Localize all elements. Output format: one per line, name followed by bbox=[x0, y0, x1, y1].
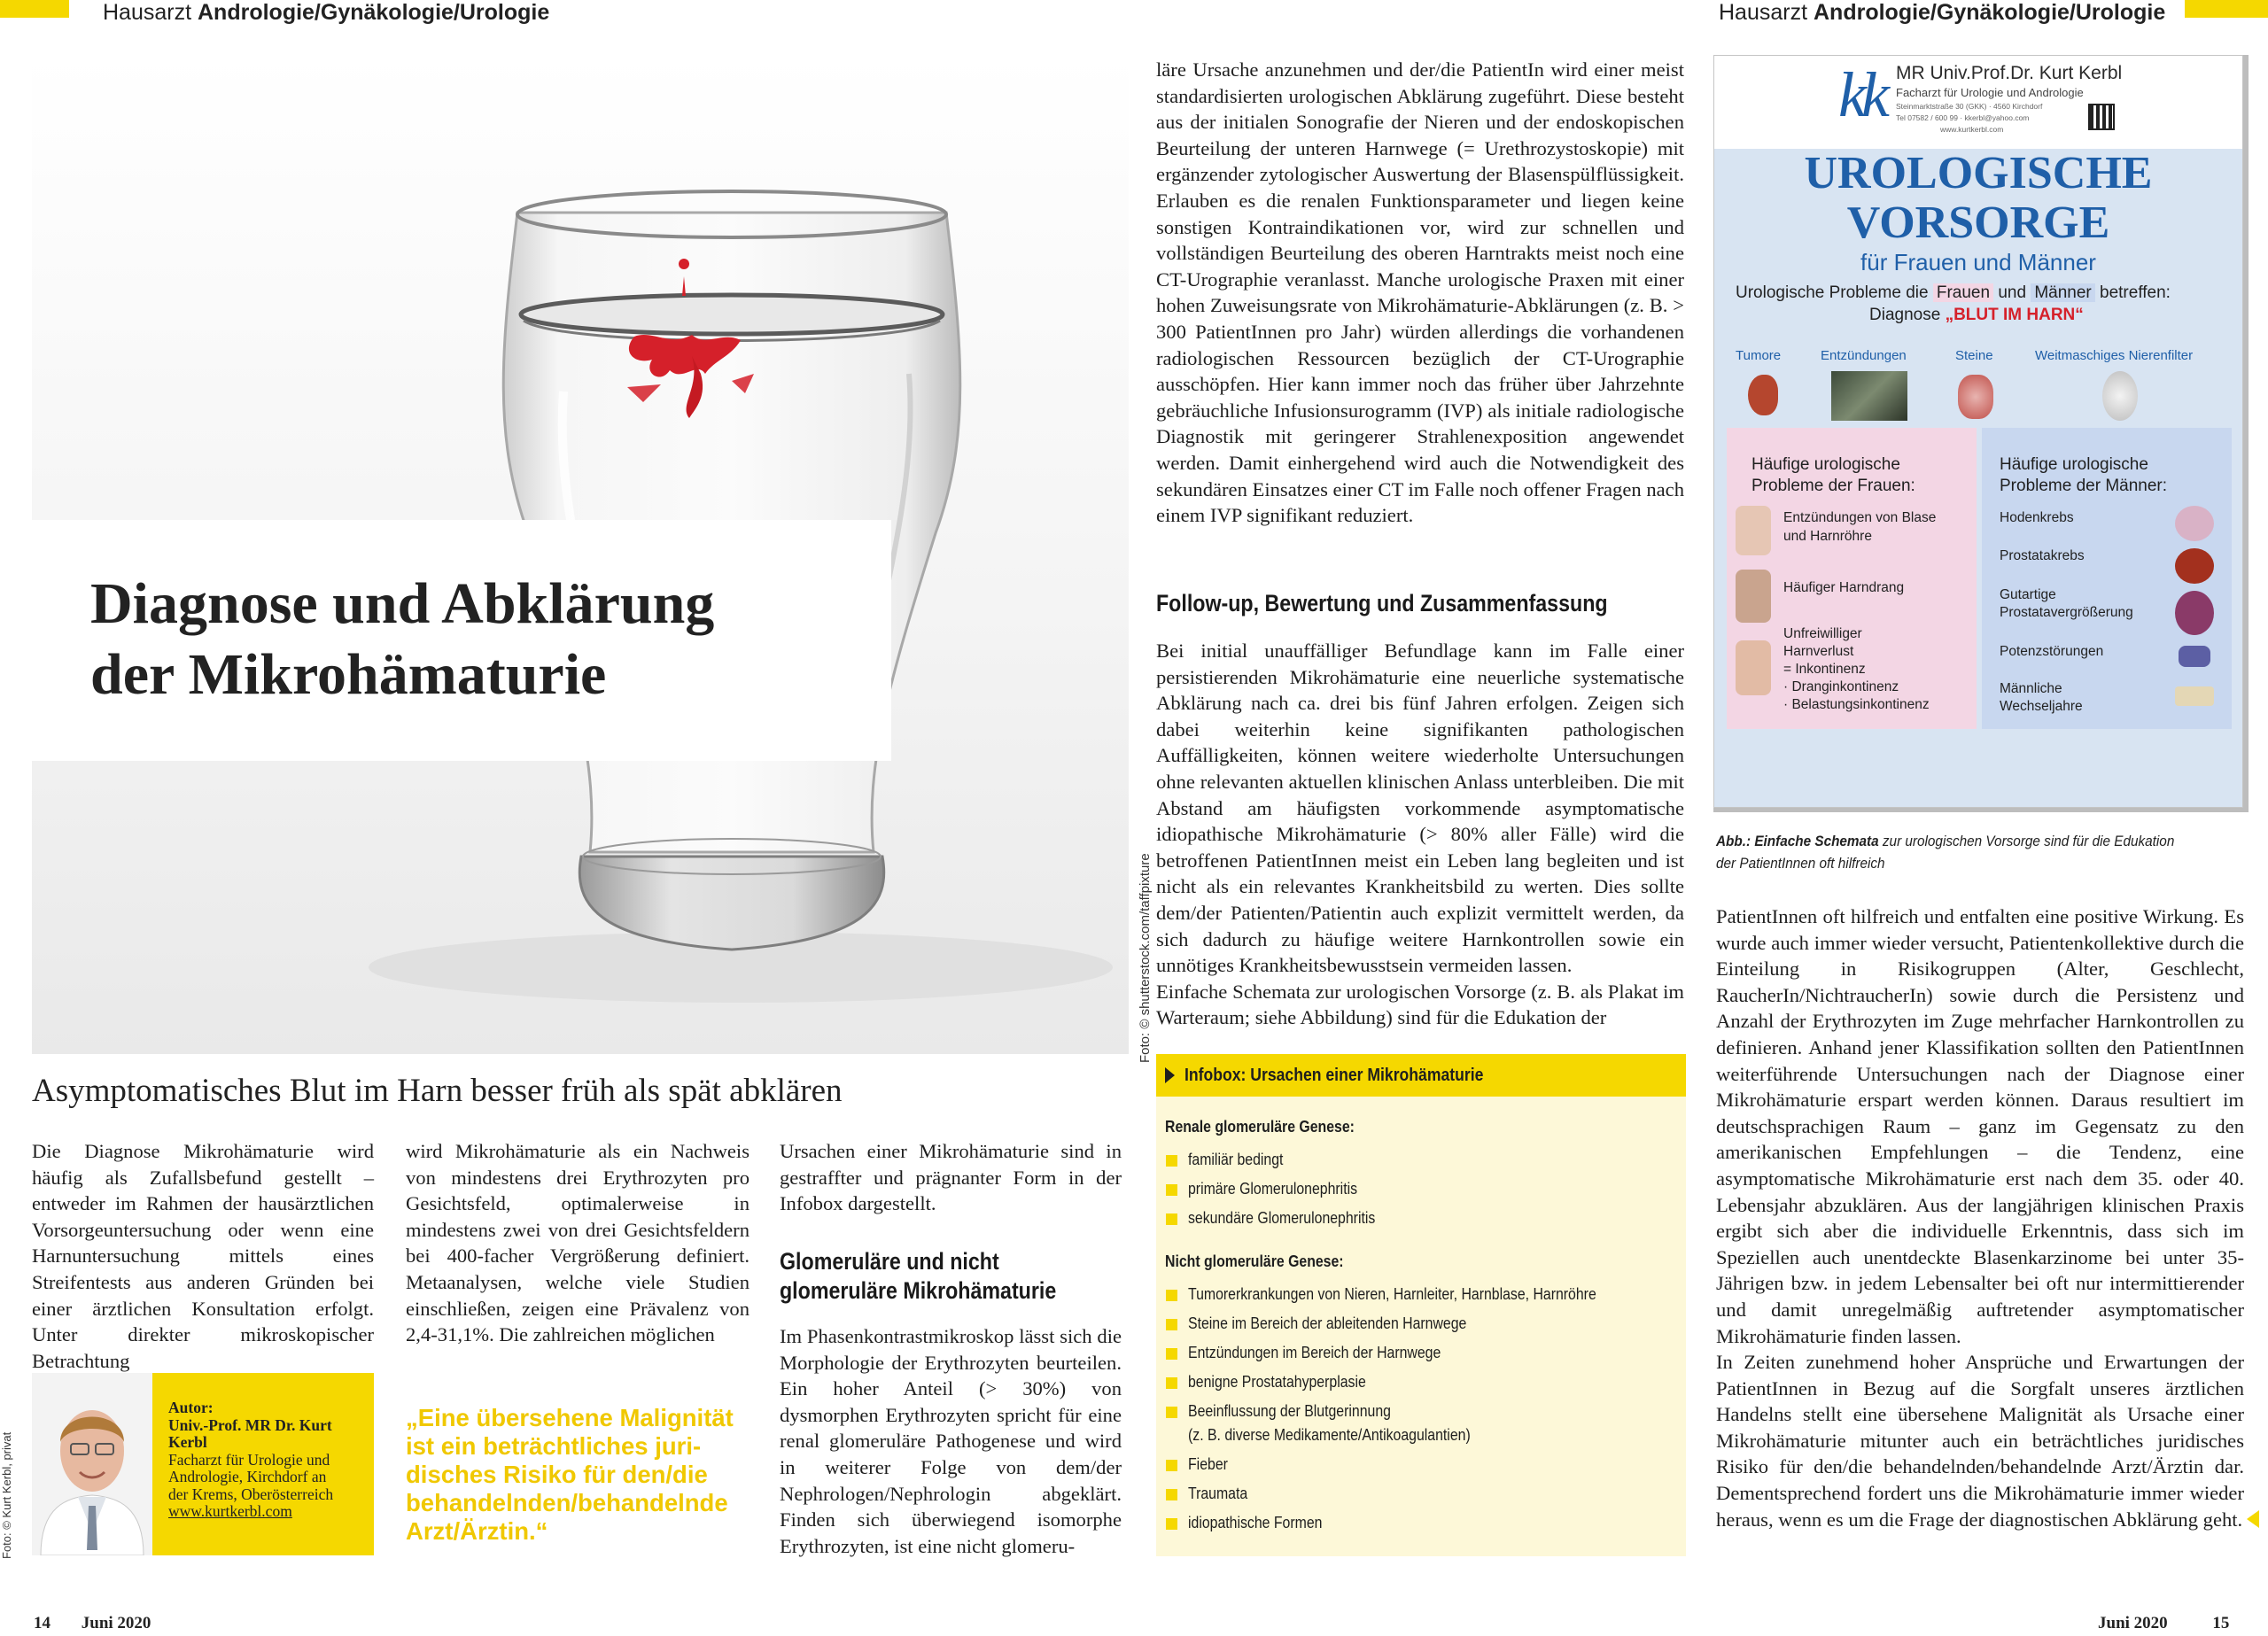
poster-doctor-title: Facharzt für Urologie und Andrologie bbox=[1896, 86, 2084, 99]
header-right-accent bbox=[2185, 0, 2268, 18]
column-1-text: Die Diagnose Mikrohämaturie wird häufig als Zufallsbefund gestellt – entweder im Rahmen der hausärztlichen Vorsorgeuntersuchung oder wenn eine Harnuntersuchung mittels eines Streifentests aus anderen Gründen bei einer ärztlichen Konsultation erfolgt. Unter direkter mikroskopischer Betrachtung bbox=[32, 1140, 374, 1372]
poster-diagnosis-value: „BLUT IM HARN“ bbox=[1945, 306, 2084, 324]
header-right-section: Andrologie/Gynäkologie/Urologie bbox=[1814, 0, 2166, 25]
bullet bbox=[1166, 1518, 1177, 1530]
header-left-prefix: Hausarzt bbox=[103, 0, 192, 25]
poster-men-image-3 bbox=[2175, 591, 2214, 635]
poster-address-2: Tel 07582 / 600 99 · kkerbl@yahoo.com bbox=[1896, 113, 2030, 122]
glomerular-heading bbox=[780, 1247, 1056, 1306]
poster-women-item: Häufiger Harndrang bbox=[1783, 580, 1905, 595]
quote-line-3: disches Risiko für den/die bbox=[406, 1461, 708, 1488]
non-glomerular-item: Fieber bbox=[1188, 1455, 1228, 1473]
poster-women-heading-line-1: Häufige urologische bbox=[1751, 455, 1900, 474]
caption-line-2: der PatientInnen oft hilfreich bbox=[1716, 855, 1885, 872]
poster-category: Tumore bbox=[1736, 348, 1782, 363]
header-right-prefix: Hausarzt bbox=[1719, 0, 1808, 25]
non-glomerular-item: Entzündungen im Bereich der Harnwege bbox=[1188, 1344, 1441, 1361]
title-box bbox=[32, 520, 891, 761]
poster-men-image-5 bbox=[2175, 686, 2214, 706]
poster-men-image-1 bbox=[2175, 506, 2214, 541]
poster-problems-line bbox=[1736, 283, 2171, 303]
author-photo bbox=[32, 1373, 152, 1555]
author-line-2: Andrologie, Kirchdorf an bbox=[168, 1468, 327, 1485]
column-3-intro-text: Ursachen einer Mikrohämaturie sind in gestraffter und prägnanter Form in der Infobox dargestellt. bbox=[780, 1140, 1122, 1215]
bullet bbox=[1166, 1155, 1177, 1167]
article-subtitle: Asymptomatisches Blut im Harn besser früh als spät abklären bbox=[32, 1073, 843, 1109]
bullet bbox=[1166, 1319, 1177, 1330]
poster-qr-icon bbox=[2090, 105, 2113, 128]
column-3-text: Im Phasenkontrastmikroskop lässt sich die Morphologie der Erythrozyten beurteilen. Ein hoher Anteil (> 30%) von dysmorphen Erythrozyten spricht für eine renal glomeruläre Pathogenese und wird in weiterer Folge von dem/der Nephrologen/Nephrologin abgeklärt. Finden sich überwiegend isomorphe Erythrozyten, ist eine nicht glomeru- bbox=[780, 1325, 1122, 1557]
poster-kidney-icon bbox=[1748, 375, 1778, 415]
poster-women-item: und Harnröhre bbox=[1783, 529, 1872, 544]
poster-headline-line-2: VORSORGE bbox=[1846, 198, 2110, 248]
quote-line-5: Arzt/Ärztin.“ bbox=[406, 1517, 548, 1545]
poster-men-item: Prostatavergrößerung bbox=[2000, 605, 2133, 620]
poster-stone-icon bbox=[1958, 375, 1993, 419]
poster-men-item: Prostatakrebs bbox=[2000, 548, 2085, 563]
poster-category: Steine bbox=[1955, 348, 1993, 363]
body-column-4-followup bbox=[1156, 638, 1684, 1031]
poster-men-item: Hodenkrebs bbox=[2000, 510, 2074, 525]
poster-address-1: Steinmarktstraße 30 (GKK) · 4560 Kirchdorf bbox=[1896, 102, 2043, 111]
renal-heading: Renale glomeruläre Genese: bbox=[1165, 1118, 1355, 1136]
poster-men-item: Männliche bbox=[2000, 681, 2062, 696]
author-website-link[interactable]: www.kurtkerbl.com bbox=[168, 1502, 292, 1520]
poster-diagnosis-prefix: Diagnose bbox=[1869, 306, 1941, 324]
body-column-3-intro bbox=[780, 1138, 1122, 1217]
poster-headline-line-1: UROLOGISCHE bbox=[1804, 148, 2153, 198]
poster-category: Weitmaschiges Nierenfilter bbox=[2035, 348, 2194, 363]
poster-women-item: · Dranginkontinenz bbox=[1783, 679, 1899, 694]
poster-address-3: www.kurtkerbl.com bbox=[1940, 125, 2004, 134]
column-5-paragraph-2: In Zeiten zunehmend hoher Ansprüche und Erwartungen der PatientInnen in Bezug auf die Sorgfalt unseres ärztlichen Handelns stellt eine übersehene Malignität als Ursache einer Mikrohämaturie mitunter auch ein beträchtliches juridisches Risiko für den/die behandelnden/behandelnde Arzt/Ärztin dar. Dementsprechend fordert uns die Mikrohämaturie immer wieder heraus, wenn es um die Frage der diagnostischen Abklärung geht. bbox=[1716, 1351, 2244, 1531]
non-glomerular-item-note: (z. B. diverse Medikamente/Antikoagulantien) bbox=[1188, 1426, 1471, 1444]
poster-men-image-4 bbox=[2179, 646, 2210, 667]
poster-filter-icon bbox=[2102, 371, 2138, 421]
non-glomerular-heading: Nicht glomeruläre Genese: bbox=[1165, 1252, 1344, 1270]
header-left bbox=[103, 0, 549, 26]
author-line-3: der Krems, Oberösterreich bbox=[168, 1485, 334, 1503]
poster-men-heading bbox=[2000, 454, 2167, 497]
non-glomerular-item: Traumata bbox=[1188, 1485, 1248, 1502]
page-number-right: 15 bbox=[2212, 1614, 2230, 1632]
column-4-text: läre Ursache anzunehmen und der/die PatientIn wird einer meist standardisierten urologischen Abklärung zugeführt. Diese besteht aus der initialen Sonografie der Nieren und der endoskopischen Beurteilung der unteren Harnwege (= Urethrozystoskopie) mit ergänzender zytologischer Auswertung der Blasenspülflüssigkeit. Erlauben es die renalen Funktionsparameter und liegen keine sonstigen Kontraindikationen vor, wird zur schnellen und vollständigen Beurteilung des oberen Harntrakts meist noch eine CT-Urographie veranlasst. Manche urologische Praxen mit einer hohen Zuweisungsrate von Mikrohämaturie-Abklärungen (z. B. > 300 PatientInnen pro Jahr) würden allerdings die vorhandenen radiologischen Ressourcen bezüglich der CT-Urographie ausschöpfen. Hier kann immer noch das früher über Jahrzehnte gebräuchliche Infusionsurogramm (IVP) als initiale radiologische Diagnostik mit geringerer Strahlenexposition angewendet werden. Damit einhergehend wird auch die Notwendigkeit des sekundären Einsatzes einer CT im Falle noch offener Fragen nach einem IVP signifikant reduziert. bbox=[1156, 58, 1684, 527]
poster-women-item: · Belastungsinkontinenz bbox=[1783, 697, 1930, 712]
non-glomerular-item: Beeinflussung der Blutgerinnung bbox=[1188, 1402, 1391, 1420]
poster-men-item: Wechseljahre bbox=[2000, 699, 2083, 714]
body-column-3 bbox=[780, 1323, 1122, 1559]
column-2-text: wird Mikrohämaturie als ein Nachweis von mindestens drei Erythrozyten pro Gesichtsfeld, optimalerweise in mindestens zwei von drei Gesichtsfeldern bei 400-facher Vergrößerung definiert. Metaanalysen, welche viele Studien einschließen, zeigen eine Prävalenz von 2,4-31,1%. Die zahlreichen möglichen bbox=[406, 1140, 750, 1346]
quote-line-2: ist ein beträchtliches juri- bbox=[406, 1432, 702, 1460]
footer-date-right: Juni 2020 bbox=[2098, 1614, 2168, 1632]
header-right bbox=[1719, 0, 2165, 26]
schemata-text: Einfache Schemata zur urologischen Vorsorge (z. B. als Plakat im Warteraum; siehe Abbildung) sind für die Edukation der bbox=[1156, 980, 1684, 1029]
bullet bbox=[1166, 1213, 1177, 1225]
renal-item: familiär bedingt bbox=[1188, 1151, 1284, 1168]
poster-bottom-band bbox=[1714, 736, 2242, 807]
author-credit-strip bbox=[0, 1382, 21, 1559]
poster-women-image-1 bbox=[1736, 506, 1771, 555]
header-left-accent bbox=[0, 0, 69, 18]
bullet bbox=[1166, 1348, 1177, 1360]
page-number-left: 14 bbox=[34, 1614, 50, 1632]
poster-problems-suffix: betreffen: bbox=[2100, 283, 2171, 302]
poster-subheadline: für Frauen und Männer bbox=[1860, 249, 2096, 275]
followup-text: Bei initial unauffälliger Befundlage kann im Falle einer persistierenden Mikrohämaturie eine neuerliche systematische Abklärung nach ca. drei bis fünf Jahren erfolgen. Zeigen sich dabei weiterhin keine signifikanten pathologischen Auffälligkeiten, können weitere wiederholte Untersuchungen ohne relevanten aktuellen klinischen Anlass unterbleiben. Die mit Abstand am häufigsten vorkommende asymptomatische idiopathische Mikrohämaturie (> 80% aller Fälle) wird die betroffenen PatientInnen meist ein Leben lang begleiten und ist nicht als ein relevantes Krankheitsbild zu werten. Dies sollte dem/der Patienten/Patientin auch explizit vermittelt werden, da sich dadurch zu häufige weitere Harnkontrollen sowie ein unnötiges Krankheitsbewusstsein vermeiden lassen. bbox=[1156, 640, 1684, 977]
poster-men-item: Gutartige bbox=[2000, 587, 2056, 602]
photo-credit-author: Foto: © Kurt Kerbl, privat bbox=[0, 1431, 13, 1559]
poster-diagnosis-line bbox=[1869, 306, 2084, 325]
author-name-line-1: Univ.-Prof. MR Dr. Kurt bbox=[168, 1415, 332, 1434]
poster-women-item: Entzündungen von Blase bbox=[1783, 510, 1937, 525]
non-glomerular-item: benigne Prostatahyperplasie bbox=[1188, 1373, 1366, 1391]
photo-credit-glass: Foto: © shutterstock.com/taffpixture bbox=[1138, 853, 1153, 1063]
caption-bold: Abb.: Einfache Schemata bbox=[1716, 833, 1879, 849]
continue-arrow-icon bbox=[2247, 1510, 2259, 1528]
author-name-line-2: Kerbl bbox=[168, 1433, 207, 1451]
pull-quote bbox=[406, 1404, 760, 1546]
poster-headline bbox=[1714, 149, 2242, 248]
footer-right bbox=[2098, 1614, 2229, 1633]
infobox bbox=[1156, 1054, 1686, 1556]
author-box bbox=[152, 1373, 374, 1555]
body-column-1 bbox=[32, 1138, 374, 1374]
infobox-title: Infobox: Ursachen einer Mikrohämaturie bbox=[1184, 1066, 1484, 1085]
body-column-2 bbox=[406, 1138, 750, 1348]
title-line-2: der Mikrohämaturie bbox=[90, 642, 607, 707]
poster-women-heading-line-2: Probleme der Frauen: bbox=[1751, 477, 1915, 495]
poster-men-tag: Männer bbox=[2031, 283, 2094, 302]
poster-logo: kk bbox=[1838, 59, 1884, 130]
glomerular-heading-line-2: glomeruläre Mikrohämaturie bbox=[780, 1277, 1057, 1304]
quote-line-4: behandelnden/behandelnde bbox=[406, 1489, 728, 1516]
footer-left bbox=[34, 1614, 151, 1633]
poster-men-heading-line-2: Probleme der Männer: bbox=[2000, 477, 2168, 495]
author-line-1: Facharzt für Urologie und bbox=[168, 1450, 330, 1469]
bullet bbox=[1166, 1290, 1177, 1301]
bullet bbox=[1166, 1377, 1177, 1389]
poster-men-image-2 bbox=[2175, 548, 2214, 584]
column-5-paragraph-1: PatientInnen oft hilfreich und entfalten eine positive Wirkung. Es wurde auch immer wieder versucht, Patientenkollektive durch die Einteilung in Risikogruppen (Alter, Geschlecht, RaucherIn/NichtraucherIn) sowie durch die Persistenz und Anzahl der Erythrozyten im Zuge mehrfacher Harnkontrollen zu definieren. Anhand jener Klassifikation sollten den PatientInnen weiterführende Untersuchungen nach der Diagnose einer Mikrohämaturie erspart werden können. Daraus resultiert im deutschsprachigen Raum – ganz im Gegensatz zu den amerikanischen Empfehlungen – die Tendenz, eine asymptomatische Mikrohämaturie erst nach dem 35. oder 40. Lebensjahr abzuklären. Aus der langjährigen klinischen Praxis ergibt sich aber die individuelle Erkenntnis, dass sich im Speziellen auch unentdeckte Blasenkarzinome bei unter 35-Jährigen bzw. in jedem Lebensalter bei oft nur intermittierender und damit unregelmäßig auftretender asymptomatischer Mikrohämaturie finden lassen. bbox=[1716, 905, 2244, 1347]
non-glomerular-item: Tumorerkrankungen von Nieren, Harnleiter, Harnblase, Harnröhre bbox=[1188, 1285, 1596, 1303]
bullet bbox=[1166, 1184, 1177, 1196]
poster-women-tag: Frauen bbox=[1933, 283, 1993, 302]
poster-figure bbox=[1713, 55, 2243, 808]
infobox-header bbox=[1156, 1054, 1686, 1097]
poster-doctor-name: MR Univ.Prof.Dr. Kurt Kerbl bbox=[1896, 63, 2123, 83]
bullet bbox=[1166, 1489, 1177, 1500]
poster-inflammation-image bbox=[1831, 371, 1907, 421]
poster-women-heading bbox=[1751, 454, 1915, 497]
poster-men-item: Potenzstörungen bbox=[2000, 644, 2104, 659]
header-left-section: Andrologie/Gynäkologie/Urologie bbox=[198, 0, 550, 25]
bullet bbox=[1166, 1460, 1177, 1471]
author-label: Autor: bbox=[168, 1399, 214, 1416]
non-glomerular-item: idiopathische Formen bbox=[1188, 1514, 1323, 1531]
figure-caption bbox=[1716, 830, 2174, 874]
renal-item: sekundäre Glomerulonephritis bbox=[1188, 1209, 1376, 1227]
poster-category: Entzündungen bbox=[1821, 348, 1907, 363]
poster-women-item: = Inkontinenz bbox=[1783, 662, 1866, 677]
renal-item: primäre Glomerulonephritis bbox=[1188, 1180, 1358, 1198]
non-glomerular-item: Steine im Bereich der ableitenden Harnwege bbox=[1188, 1314, 1467, 1332]
poster-women-item: Harnverlust bbox=[1783, 644, 1854, 659]
title-line-1: Diagnose und Abklärung bbox=[90, 571, 715, 636]
footer-date-left: Juni 2020 bbox=[81, 1614, 151, 1632]
author-info bbox=[168, 1400, 333, 1521]
poster-and: und bbox=[1998, 283, 2027, 302]
caption-line-1: zur urologischen Vorsorge sind für die Edukation bbox=[1878, 833, 2175, 849]
poster-women-item: Unfreiwilliger bbox=[1783, 626, 1862, 641]
bullet bbox=[1166, 1407, 1177, 1418]
body-column-5 bbox=[1716, 903, 2244, 1532]
quote-line-1: „Eine übersehene Malignität bbox=[406, 1404, 734, 1431]
poster-women-image-3 bbox=[1736, 640, 1771, 695]
author-portrait bbox=[32, 1373, 152, 1555]
followup-heading: Follow-up, Bewertung und Zusammenfassung bbox=[1156, 590, 1608, 616]
poster-problems-prefix: Urologische Probleme die bbox=[1736, 283, 1929, 302]
article-title bbox=[90, 569, 714, 710]
glomerular-heading-line-1: Glomeruläre und nicht bbox=[780, 1248, 999, 1275]
body-column-4 bbox=[1156, 57, 1684, 529]
poster-men-heading-line-1: Häufige urologische bbox=[2000, 455, 2148, 474]
poster-women-image-2 bbox=[1736, 570, 1771, 623]
infobox-arrow-icon bbox=[1165, 1067, 1175, 1083]
